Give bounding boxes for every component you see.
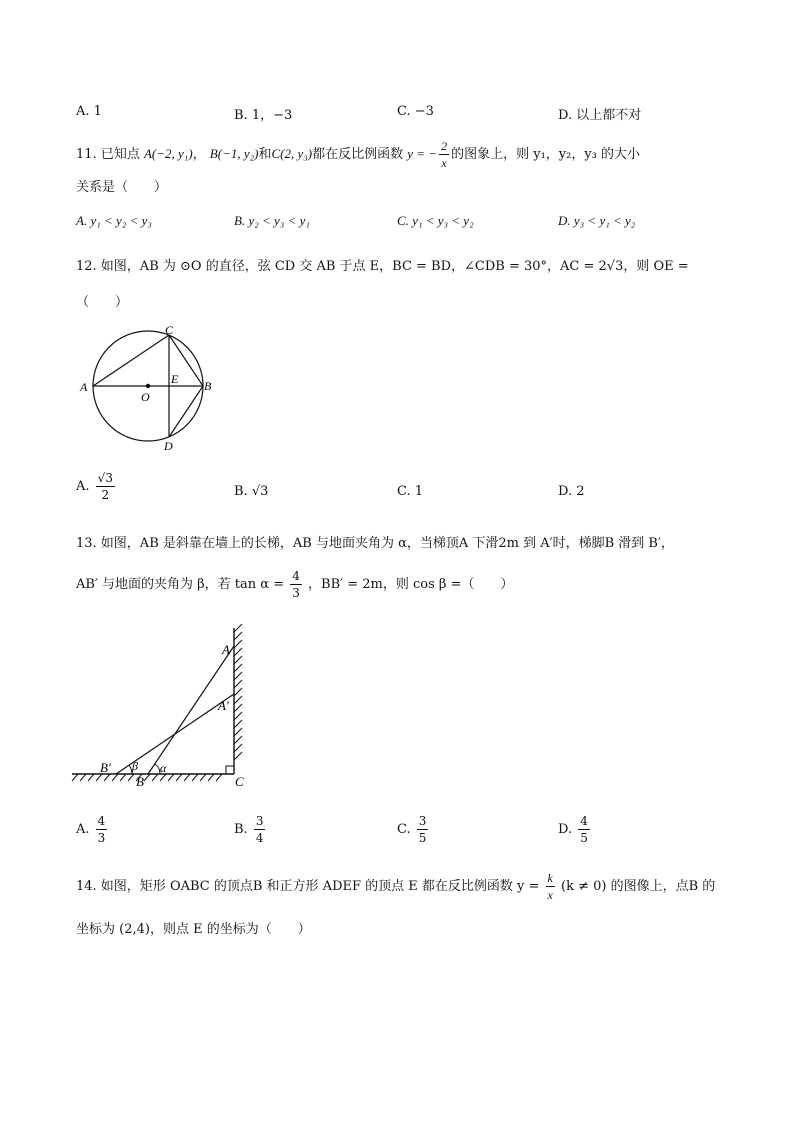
q10-option-d: D. 以上都不对 [558,108,642,123]
q11-option-a: A. y₁ < y₂ < y₃ [76,213,152,228]
right-angle-mark [226,766,234,774]
label-b: B [204,379,212,393]
q13-ladder-figure [70,624,260,790]
q13-line1: 13. 如图，AB 是斜靠在墙上的长梯，AB 与地面夹角为 α，当梯顶A 下滑2m 到 A′时，梯脚B 滑到 B′， [76,536,674,551]
q13-line2 [76,570,513,599]
q12-option-a-den: 2 [101,488,110,502]
q13-option-a-num: 4 [97,814,106,828]
label-c: C [235,774,244,789]
q12-option-d: D. 2 [558,484,585,499]
segment-bd [169,386,203,437]
q13-option-b [234,815,267,844]
q12-option-a-num: √3 [97,471,113,485]
label-b-prime: B′ [100,760,111,775]
wall-hatching [234,624,242,760]
q11-intro: 已知点 [100,147,140,162]
q12-line1: 12. 如图，AB 为 ⊙O 的直径，弦 CD 交 AB 于点 E，BC = BD，∠CDB = 30°，AC = 2√3，则 OE = [76,259,689,274]
q13-option-a-den: 3 [97,831,106,845]
label-c: C [165,323,174,337]
q12-option-a-fraction [96,472,115,501]
label-beta: β [132,759,138,773]
q12-option-a [76,472,117,501]
q11-number: 11. [76,147,97,162]
q13-line2-b: ，BB′ = 2m，则 cos β =（ ） [308,577,514,592]
q11-tail: 的图象上，则 y₁，y₂，y₃ 的大小 [451,147,641,162]
q14-line1-b: (k ≠ 0) 的图像上，点B 的 [561,879,716,894]
q13-option-b-den: 4 [255,831,264,845]
q13-option-c-prefix: C. [397,822,411,837]
q11-fraction-num: 2 [441,139,448,153]
q13-option-d-num: 4 [580,814,588,828]
q11-option-d: D. y₃ < y₁ < y₂ [558,213,636,228]
q11-fraction-den: x [441,156,447,170]
q13-option-c-den: 5 [418,831,427,845]
q11-mid: 都在反比例函数 [312,147,404,162]
q13-tan-den: 3 [292,586,300,600]
q13-option-d [558,815,592,844]
q11-and: 和 [258,147,272,162]
q13-tan-fraction [290,570,302,599]
q13-option-c [397,815,430,844]
q11-line1: 11. 已知点 A(−2, y₁)， B(−1, y₂)和C(2, y₃)都在反比例函数 y = − $\frac{2}{x}$ 的图象上，则 y₁，y₂，y₃ 的大小 [76,139,641,170]
q13-option-b-prefix: B. [234,822,248,837]
q14-k-num: k [547,871,553,885]
q10-option-c: C. −3 [397,104,434,119]
q13-option-a-prefix: A. [76,822,90,837]
q14-line1-a: 14. 如图，矩形 OABC 的顶点B 和正方形 ADEF 的顶点 E 都在反比例函数 y = [76,879,540,894]
ground-hatching [72,774,222,781]
q13-option-b-num: 3 [255,814,264,828]
q14-line1 [76,872,715,901]
q13-option-d-fraction [578,815,590,844]
q13-option-a [76,815,109,844]
q11-option-c: C. y₁ < y₃ < y₂ [397,213,474,228]
q11-point-c: C(2, y₃) [271,146,313,161]
label-alpha: α [160,761,167,775]
label-e: E [171,372,179,386]
label-a: A [222,642,230,657]
segment-ac [93,335,169,386]
q10-option-a: A. 1 [76,104,102,119]
q12-option-b: B. √3 [234,484,269,499]
label-a: A [80,380,88,394]
q13-option-a-fraction [96,815,108,844]
q13-option-b-fraction [254,815,266,844]
q13-option-d-den: 5 [580,831,588,845]
q13-option-c-fraction [417,815,429,844]
q11-func-lhs: y = − [407,146,438,161]
q12-line2: （ ） [76,295,129,310]
q11-option-b: B. y₂ < y₃ < y₁ [234,213,310,228]
q11-line2: 关系是（ ） [76,180,168,195]
q10-option-b: B. 1，−3 [234,108,293,123]
q11-point-a: A(−2, y₁) [143,146,193,161]
q12-circle-figure [76,320,226,456]
q11-fraction [439,140,449,169]
q11-point-b: B(−1, y₂) [209,146,259,161]
q13-line2-a: AB′ 与地面的夹角为 β，若 tan α = [76,577,285,592]
q14-line2: 坐标为 (2,4)，则点 E 的坐标为（ ） [76,922,311,937]
q14-k-fraction [546,872,555,901]
q13-option-c-num: 3 [418,814,427,828]
q12-option-a-prefix: A. [76,479,90,494]
q13-option-d-prefix: D. [558,822,573,837]
q12-option-c: C. 1 [397,484,424,499]
label-o: O [141,390,150,404]
center-dot [146,384,150,388]
label-d: D [164,439,173,453]
q13-tan-num: 4 [292,569,300,583]
q14-k-den: x [547,888,553,902]
label-a-prime: A′ [218,698,229,713]
label-b: B [136,774,144,789]
